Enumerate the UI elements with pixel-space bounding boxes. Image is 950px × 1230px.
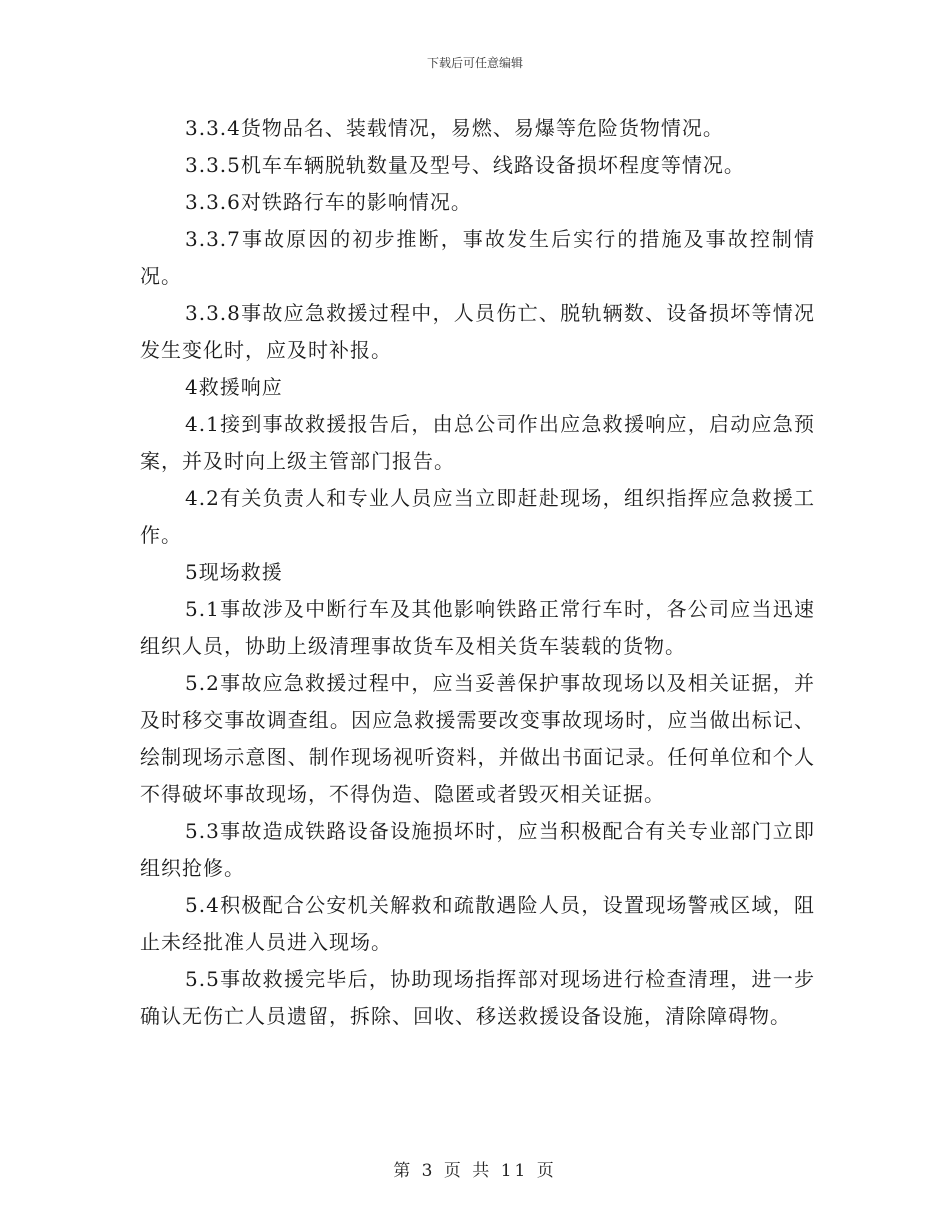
page-header: 下载后可任意编辑 bbox=[426, 56, 523, 70]
paragraph-3-3-8: 3.3.8事故应急救援过程中，人员伤亡、脱轨辆数、设备损坏等情况发生变化时，应及时补报。 bbox=[140, 301, 815, 362]
paragraph-4-2: 4.2有关负责人和专业人员应当立即赶赴现场，组织指挥应急救援工作。 bbox=[140, 486, 815, 547]
page-number: 第 3 页 共 11 页 bbox=[393, 1161, 557, 1181]
paragraph-3-3-5: 3.3.5机车车辆脱轨数量及型号、线路设备损坏程度等情况。 bbox=[185, 153, 745, 177]
paragraph-5-3: 5.3事故造成铁路设备设施损坏时，应当积极配合有关专业部门立即组织抢修。 bbox=[140, 819, 815, 880]
paragraph-4-1: 4.1接到事故救援报告后，由总公司作出应急救援响应，启动应急预案，并及时向上级主管部门报告。 bbox=[140, 412, 815, 473]
section-heading-4: 4救援响应 bbox=[185, 375, 283, 399]
paragraph-3-3-7: 3.3.7事故原因的初步推断，事故发生后实行的措施及事故控制情况。 bbox=[140, 227, 815, 288]
document-body bbox=[140, 110, 815, 1035]
section-heading-5: 5现场救援 bbox=[185, 560, 283, 584]
paragraph-5-1: 5.1事故涉及中断行车及其他影响铁路正常行车时，各公司应当迅速组织人员，协助上级清理事故货车及相关货车装载的货物。 bbox=[140, 597, 815, 658]
paragraph-5-5: 5.5事故救援完毕后，协助现场指挥部对现场进行检查清理，进一步确认无伤亡人员遗留，拆除、回收、移送救援设备设施，清除障碍物。 bbox=[140, 967, 815, 1028]
paragraph-3-3-4: 3.3.4货物品名、装载情况，易燃、易爆等危险货物情况。 bbox=[185, 116, 724, 140]
paragraph-5-4: 5.4积极配合公安机关解救和疏散遇险人员，设置现场警戒区域，阻止未经批准人员进入现场。 bbox=[140, 893, 815, 954]
paragraph-5-2: 5.2事故应急救援过程中，应当妥善保护事故现场以及相关证据，并及时移交事故调查组。因应急救援需要改变事故现场时，应当做出标记、绘制现场示意图、制作现场视听资料，并做出书面记录。任何单位和个人不得破坏事故现场，不得伪造、隐匿或者毁灭相关证据。 bbox=[140, 671, 815, 806]
paragraph-3-3-6: 3.3.6对铁路行车的影响情况。 bbox=[185, 190, 472, 214]
